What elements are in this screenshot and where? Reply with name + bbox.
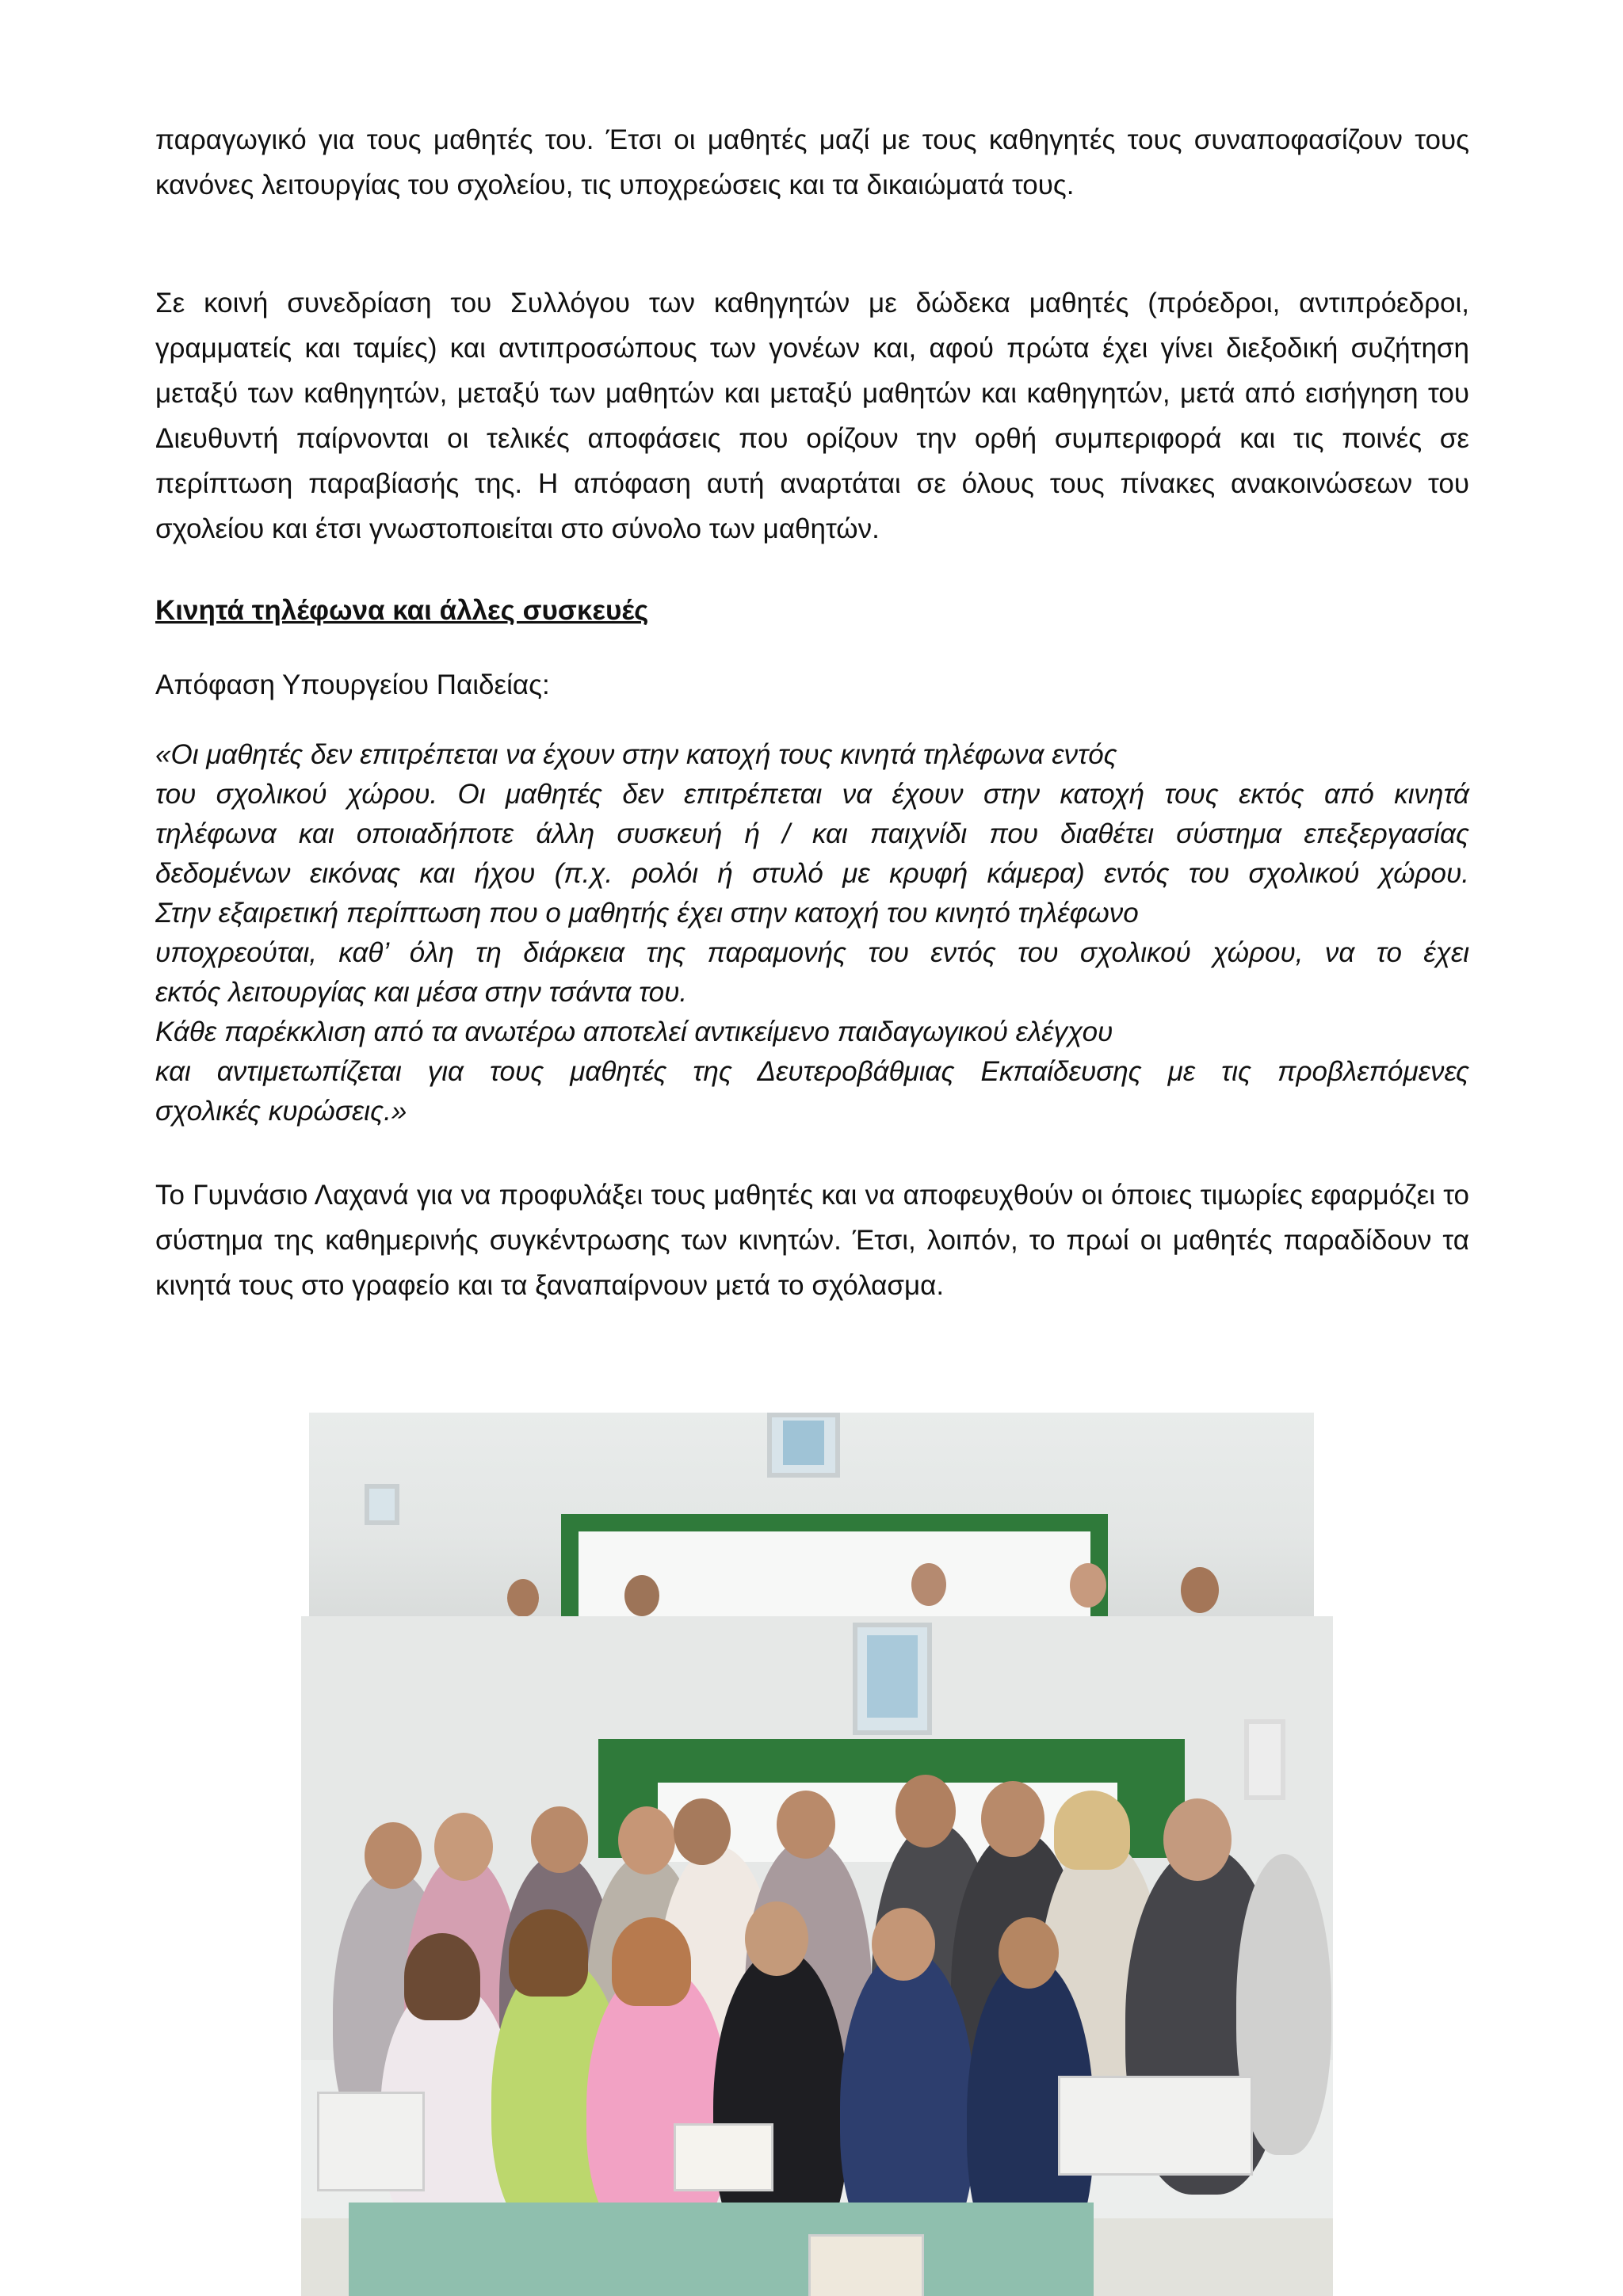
classroom-photo-back (309, 1413, 1314, 1619)
section-intro: Απόφαση Υπουργείου Παιδείας: (155, 669, 550, 700)
quote-line: Κάθε παρέκκλιση από τα ανωτέρω αποτελεί αντικείμενο παιδαγωγικού ελέγχου (155, 1016, 1113, 1047)
quote-line: δεδομένων εικόνας και ήχου (π.χ. ρολόι ή στυλό με κρυφή κάμερα) εντός του σχολικού χώρου. (155, 858, 1469, 889)
green-table (349, 2203, 1094, 2296)
paragraph-intro: παραγωγικό για τους μαθητές του. Έτσι οι μαθητές μαζί με τους καθηγητές τους συναποφασίζουν τους κανόνες λειτουργίας του σχολείου, τις υποχρεώσεις και τα δικαιώματά τους. (155, 124, 1469, 200)
icon-picture (767, 1413, 840, 1478)
section-heading: Κινητά τηλέφωνα και άλλες συσκευές (155, 595, 649, 626)
paragraph-assembly: Σε κοινή συνεδρίαση του Συλλόγου των καθηγητών με δώδεκα μαθητές (πρόεδροι, αντιπρόεδροι, γραμματείς και ταμίες) και αντιπροσώπους των γονέων και, αφού πρώτα έχει γίνει διεξοδική συζήτηση μεταξύ των καθηγητών, μεταξύ των μαθητών και μεταξύ μαθητών και καθηγητών, μετά από εισήγηση του Διευθυντή παίρνονται οι τελικές αποφάσεις που ορίζουν την ορθή συμπεριφορά και τις ποινές σε περίπτωση παραβίασής της. Η απόφαση αυτή αναρτάται σε όλους τους πίνακες ανακοινώσεων του σχολείου και έτσι γνωστοποιείται στο σύνολο των μαθητών. (155, 288, 1469, 544)
quote-line: «Οι μαθητές δεν επιτρέπεται να έχουν στην κατοχή τους κινητά τηλέφωνα εντός (155, 739, 1117, 770)
white-desk (1058, 2076, 1253, 2176)
classroom-photo (301, 1616, 1333, 2296)
quote-line: και αντιμετωπίζεται για τους μαθητές της Δευτεροβάθμιας Εκπαίδευσης με τις προβλεπόμενες (155, 1056, 1469, 1087)
chair (674, 2123, 773, 2191)
quote-line: τηλέφωνα και οποιαδήποτε άλλη συσκευή ή / και παιχνίδι που διαθέτει σύστημα επεξεργασίας (155, 818, 1469, 849)
quote-line: Στην εξαιρετική περίπτωση που ο μαθητής έχει στην κατοχή του κινητό τηλέφωνο (155, 898, 1139, 929)
small-frame (365, 1484, 399, 1525)
icon-picture (853, 1623, 932, 1735)
paragraph-phones: Το Γυμνάσιο Λαχανά για να προφυλάξει τους μαθητές και να αποφευχθούν οι όποιες τιμωρίες εφαρμόζει το σύστημα της καθημερινής συγκέντρωσης των κινητών. Έτσι, λοιπόν, το πρωί οι μαθητές παραδίδουν τα κινητά τους στο γραφείο και τα ξαναπαίρνουν μετά το σχόλασμα. (155, 1180, 1469, 1301)
quote-line: του σχολικού χώρου. Οι μαθητές δεν επιτρέπεται να έχουν στην κατοχή τους εκτός από κινητά (155, 779, 1469, 810)
quote-line: σχολικές κυρώσεις.» (155, 1096, 407, 1127)
ministry-quote (155, 735, 1469, 1131)
notebook (808, 2234, 924, 2296)
quote-line: εκτός λειτουργίας και μέσα στην τσάντα του. (155, 977, 688, 1008)
quote-line: υποχρεούται, καθ’ όλη τη διάρκεια της παραμονής του εντός του σχολικού χώρου, να το έχει (155, 937, 1469, 968)
